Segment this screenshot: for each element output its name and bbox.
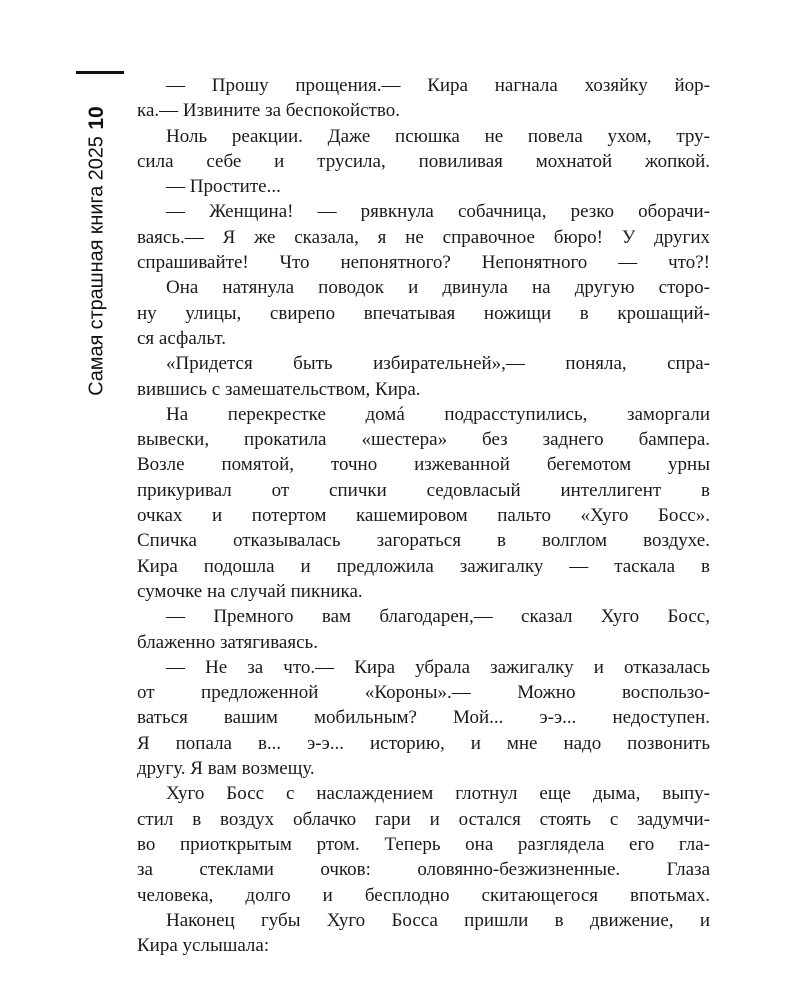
text-line: Возле помятой, точно изжеванной бегемотом урны bbox=[137, 454, 710, 476]
text-line: очках и потертом кашемировом пальто «Хуго Босс». bbox=[137, 505, 710, 527]
text-line: ся асфальт. bbox=[137, 327, 226, 349]
text-line: ка.— Извините за беспокойство. bbox=[137, 100, 400, 122]
text-line: — Не за что.— Кира убрала зажигалку и отказалась bbox=[166, 656, 710, 678]
text-line: прикуривал от спички седовласый интеллигент в bbox=[137, 479, 710, 501]
text-line: спрашивайте! Что непонятного? Непонятного — что?! bbox=[137, 252, 710, 274]
text-line: вившись с замешательством, Кира. bbox=[137, 378, 421, 400]
text-line: человека, долго и бесплодно скитающегося впотьмах. bbox=[137, 884, 710, 906]
text-line: сумочке на случай пикника. bbox=[137, 580, 363, 602]
text-line: Наконец губы Хуго Босса пришли в движение, и bbox=[166, 909, 710, 931]
text-line: «Придется быть избирательней»,— поняла, спра- bbox=[166, 353, 710, 375]
top-rule bbox=[76, 71, 124, 74]
text-line: ваясь.— Я же сказала, я не справочное бюро! У других bbox=[137, 226, 710, 248]
text-line: — Простите... bbox=[166, 176, 281, 198]
text-line: Я попала в... э-э... историю, и мне надо позвонить bbox=[137, 732, 710, 754]
text-line: сила себе и трусила, повиливая мохнатой жопкой. bbox=[137, 150, 710, 172]
text-line: вывески, прокатила «шестера» без заднего бампера. bbox=[137, 429, 710, 451]
text-line: за стеклами очков: оловянно-безжизненные. Глаза bbox=[137, 859, 710, 881]
text-line: Кира услышала: bbox=[137, 935, 270, 957]
text-line: Она натянула поводок и двинула на другую сторо- bbox=[166, 277, 710, 299]
text-line: Ноль реакции. Даже псюшка не повела ухом, тру- bbox=[166, 125, 710, 147]
text-line: На перекрестке домá подрасступились, заморгали bbox=[166, 403, 710, 425]
page-number: 10 bbox=[85, 106, 108, 130]
running-title: Самая страшная книга 2025 bbox=[85, 136, 108, 396]
text-line: ваться вашим мобильным? Мой... э-э... недоступен. bbox=[137, 707, 710, 729]
text-line: ну улицы, свирепо впечатывая ножищи в крошащий- bbox=[137, 302, 710, 324]
text-line: — Прошу прощения.— Кира нагнала хозяйку йор- bbox=[166, 75, 710, 96]
text-line: Спичка отказывалась загораться в волглом воздухе. bbox=[137, 530, 710, 552]
text-line: — Премного вам благодарен,— сказал Хуго Босс, bbox=[166, 606, 710, 628]
text-line: другу. Я вам возмещу. bbox=[137, 758, 315, 780]
text-line: блаженно затягиваясь. bbox=[137, 631, 318, 653]
text-line: — Женщина! — рявкнула собачница, резко оборачи- bbox=[166, 201, 710, 223]
text-line: стил в воздух облачко гари и остался стоять с задумчи- bbox=[137, 808, 710, 830]
text-line: от предложенной «Короны».— Можно воспользо- bbox=[137, 682, 710, 704]
text-line: во приоткрытым ртом. Теперь она разглядела его гла- bbox=[137, 833, 710, 855]
text-line: Кира подошла и предложила зажигалку — таскала в bbox=[137, 555, 710, 577]
body-text bbox=[137, 73, 710, 958]
text-line: Хуго Босс с наслаждением глотнул еще дыма, выпу- bbox=[166, 783, 710, 805]
